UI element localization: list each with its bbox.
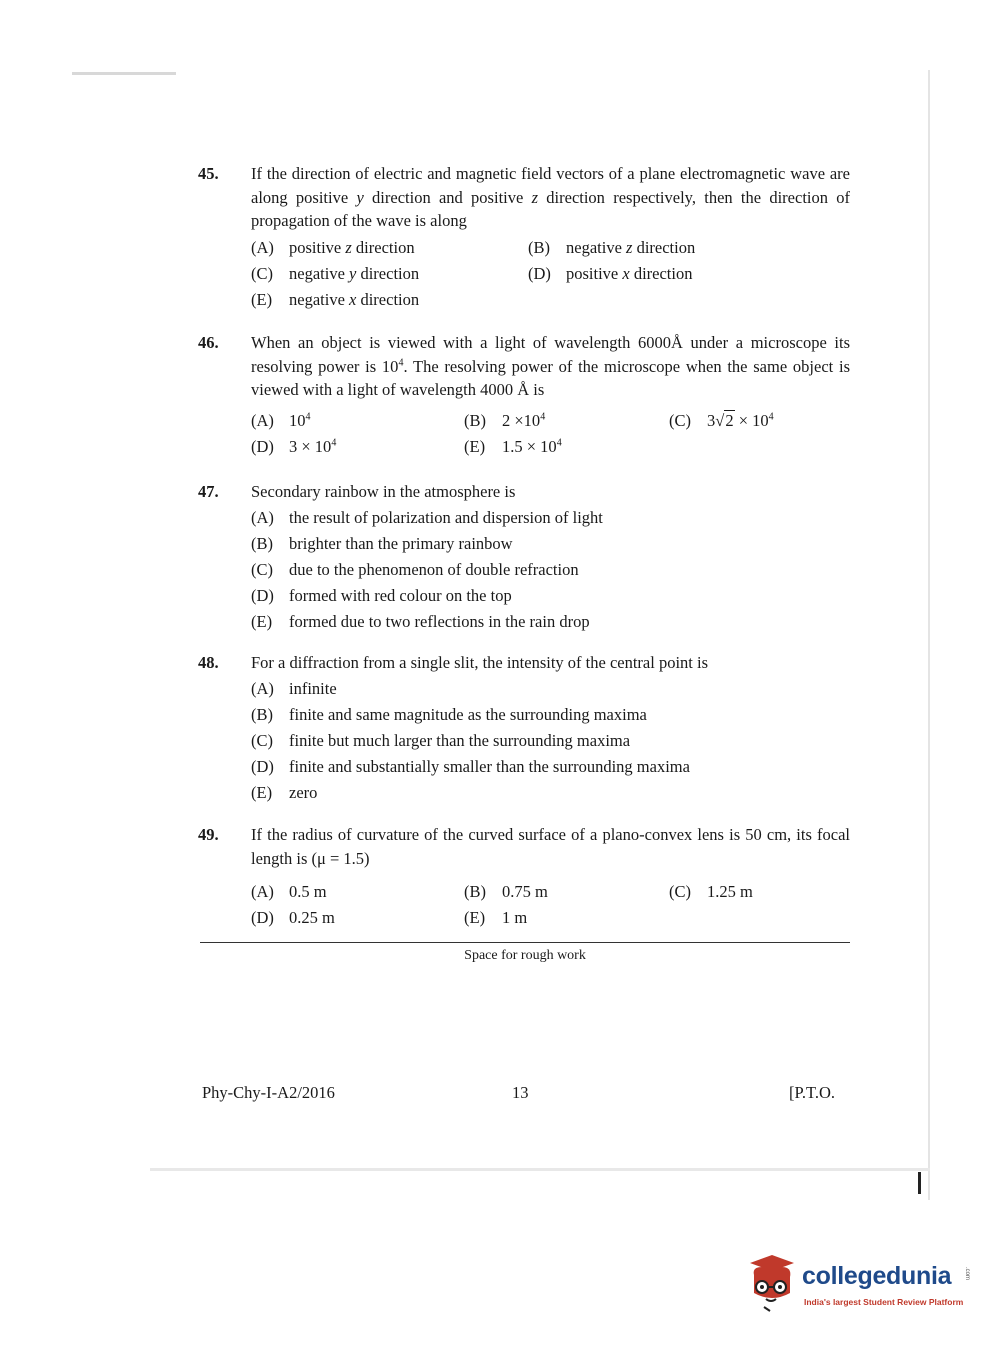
option-d: (D) positive x direction xyxy=(528,263,693,283)
option-e: (E) zero xyxy=(251,782,318,802)
question-45 xyxy=(198,162,850,313)
option-a: (A) 0.5 m xyxy=(251,882,327,902)
option-a: (A) infinite xyxy=(251,678,337,698)
question-number: 46. xyxy=(198,333,219,352)
brand-domain-suffix: .com xyxy=(964,1267,970,1281)
pto-label: [P.T.O. xyxy=(789,1083,835,1102)
question-text: Secondary rainbow in the atmosphere is xyxy=(251,482,516,501)
brand-tagline: India's largest Student Review Platform xyxy=(804,1297,964,1307)
paper-code: Phy-Chy-I-A2/2016 xyxy=(202,1083,335,1102)
page-number: 13 xyxy=(512,1083,529,1102)
question-text: If the direction of electric and magnetic field vectors of a plane electromagnetic wave are along positive y direction and positive z direction respectively, then the direction of propagation of the wave is along xyxy=(251,164,851,230)
scan-edge-right xyxy=(928,70,930,1200)
option-a: (A) positive z direction xyxy=(251,237,415,257)
option-e: (E) 1 m xyxy=(464,908,528,928)
question-number: 48. xyxy=(198,653,219,672)
question-47 xyxy=(198,480,850,635)
option-c: (C) negative y direction xyxy=(251,263,420,283)
option-d: (D) finite and substantially smaller than the surrounding maxima xyxy=(251,756,690,776)
option-d: (D) 0.25 m xyxy=(251,908,335,928)
options xyxy=(251,235,850,313)
collegedunia-logo[interactable] xyxy=(744,1253,974,1323)
option-b: (B) finite and same magnitude as the surrounding maxima xyxy=(251,704,647,724)
option-b: (B) brighter than the primary rainbow xyxy=(251,533,513,553)
option-d: (D) formed with red colour on the top xyxy=(251,585,512,605)
option-e: (E) $1.5 \times 10^4$ xyxy=(464,436,562,456)
option-c: (C) $3√2 \times 10^4$ xyxy=(669,410,774,430)
option-c: (C) due to the phenomenon of double refraction xyxy=(251,559,579,579)
mascot-icon xyxy=(744,1253,800,1313)
question-text: If the radius of curvature of the curved surface of a plano-convex lens is 50 cm, its focal length is (μ = 1.5) xyxy=(251,825,850,868)
option-a: (A) the result of polarization and dispersion of light xyxy=(251,507,603,527)
scan-mark xyxy=(918,1172,921,1194)
question-text: For a diffraction from a single slit, the intensity of the central point is xyxy=(251,653,709,672)
option-e: (E) formed due to two reflections in the rain drop xyxy=(251,611,590,631)
option-b: (B) negative z direction xyxy=(528,237,696,257)
options xyxy=(251,676,850,806)
brand-name: collegedunia xyxy=(802,1262,952,1290)
rough-work-label: Space for rough work xyxy=(464,948,586,963)
option-e: (E) negative x direction xyxy=(251,289,420,309)
question-48 xyxy=(198,651,850,806)
options xyxy=(251,879,850,931)
option-d: (D) $3 \times 10^4$ xyxy=(251,436,337,456)
option-c: (C) 1.25 m xyxy=(669,882,753,902)
options xyxy=(251,505,850,635)
option-b: (B) 0.75 m xyxy=(464,882,548,902)
option-a: (A) $10^4$ xyxy=(251,410,311,430)
question-number: 47. xyxy=(198,482,219,501)
question-number: 49. xyxy=(198,825,219,844)
scan-edge-top xyxy=(72,72,176,75)
scan-edge-bottom xyxy=(150,1168,930,1171)
option-b: (B) $2 \times 10^4$ xyxy=(464,410,546,430)
option-c: (C) finite but much larger than the surrounding maxima xyxy=(251,730,631,750)
question-number: 45. xyxy=(198,164,219,183)
question-49 xyxy=(198,823,850,931)
question-text: When an object is viewed with a light of wavelength 6000Å under a microscope its resolving power is $10^4$. The resolving power of the microscope when the same object is viewed with a light of wavelength 4000 Å is xyxy=(251,333,850,399)
options xyxy=(251,408,850,460)
question-46 xyxy=(198,331,850,460)
rough-work-divider xyxy=(200,942,850,943)
